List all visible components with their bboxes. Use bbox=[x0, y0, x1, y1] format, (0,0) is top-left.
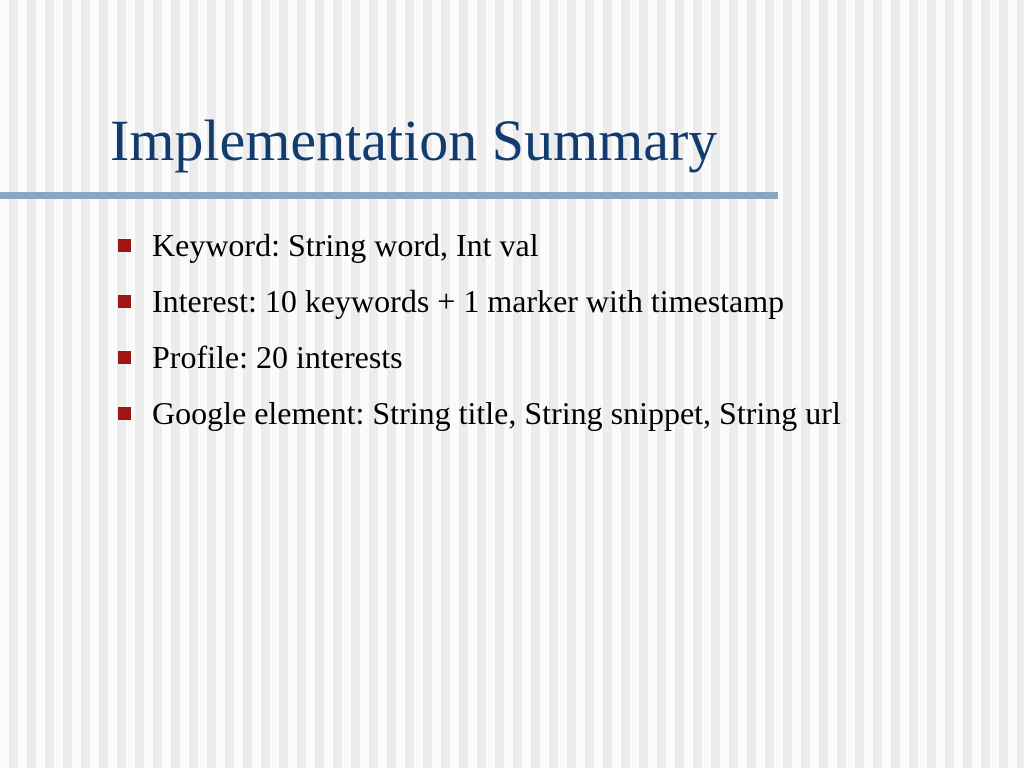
slide-title: Implementation Summary bbox=[110, 108, 718, 173]
bullet-item bbox=[116, 392, 976, 435]
bullet-item bbox=[116, 336, 976, 379]
square-bullet-icon bbox=[118, 295, 131, 308]
square-bullet-icon bbox=[118, 407, 131, 420]
bullet-item bbox=[116, 224, 976, 267]
bullet-text: Keyword: String word, Int val bbox=[152, 227, 539, 263]
bullet-text: Profile: 20 interests bbox=[152, 339, 403, 375]
square-bullet-icon bbox=[118, 239, 131, 252]
bullet-list bbox=[116, 224, 976, 448]
bullet-text: Google element: String title, String snippet, String url bbox=[152, 395, 841, 431]
square-bullet-icon bbox=[118, 351, 131, 364]
bullet-text: Interest: 10 keywords + 1 marker with timestamp bbox=[152, 283, 785, 319]
bullet-item bbox=[116, 280, 976, 323]
title-underline-rule bbox=[0, 192, 778, 199]
